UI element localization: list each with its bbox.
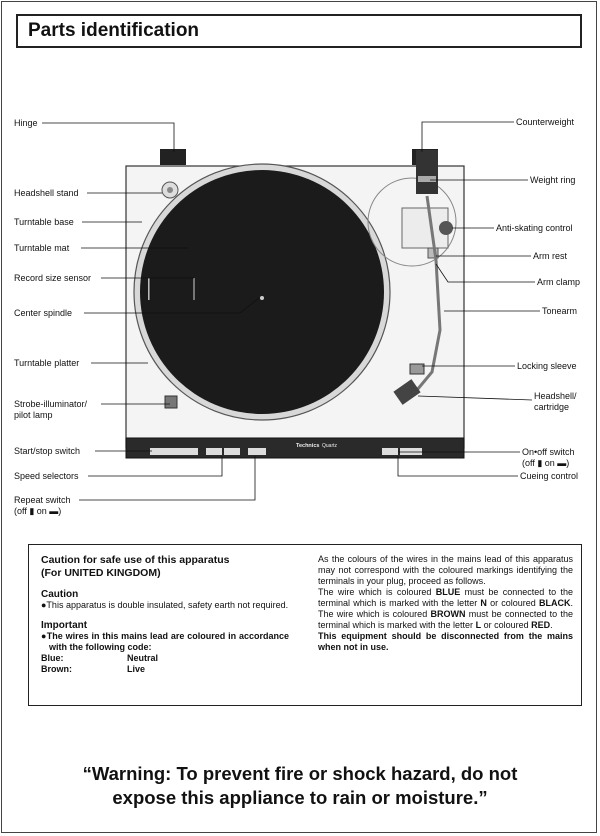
- repeat-key: [248, 448, 266, 455]
- weight-ring-shape: [418, 176, 436, 182]
- wiring-paragraph-3: This equipment should be disconnected from the mains when not in use.: [318, 631, 573, 652]
- label-weight-ring: Weight ring: [530, 175, 576, 185]
- label-turntable-mat: Turntable mat: [14, 243, 70, 253]
- caution-heading-2: (For UNITED KINGDOM): [41, 567, 161, 579]
- label-counterweight: Counterweight: [516, 117, 575, 127]
- start-stop-key: [150, 448, 198, 455]
- label-arm-rest: Arm rest: [533, 251, 568, 261]
- counterweight-shape: [416, 150, 438, 194]
- label-locking-sleeve: Locking sleeve: [517, 361, 577, 371]
- important-title: Important: [41, 620, 88, 631]
- caution-text: ●This apparatus is double insulated, safety earth not required.: [41, 600, 289, 610]
- wiring-paragraph-1: As the colours of the wires in the mains lead of this apparatus may not correspond with the coloured markings identifying the terminals in your plug, proceed as follows.: [318, 554, 573, 586]
- caution-heading-1: Caution for safe use of this apparatus: [41, 554, 230, 566]
- label-turntable-platter: Turntable platter: [14, 358, 80, 368]
- cueing-key: [400, 448, 422, 455]
- strobe-shape: [165, 396, 177, 408]
- caution-title: Caution: [41, 589, 79, 600]
- label-start-stop-switch: Start/stop switch: [14, 446, 81, 456]
- anti-skating-shape: [439, 221, 453, 235]
- on-off-key: [382, 448, 398, 455]
- caution-right-column: [318, 554, 573, 653]
- warning-text: “Warning: To prevent fire or shock hazard, do not expose this appliance to rain or moisture.”: [82, 763, 518, 808]
- center-spindle-shape: [260, 296, 264, 300]
- label-turntable-base: Turntable base: [14, 217, 74, 227]
- wire-row-brown: Brown: Live: [41, 664, 146, 674]
- page-title: Parts identification: [16, 14, 582, 48]
- label-cueing-control: Cueing control: [520, 471, 579, 481]
- label-headshell-stand: Headshell stand: [14, 188, 79, 198]
- label-tonearm: Tonearm: [542, 306, 578, 316]
- label-headshell-cartridge: Headshell/ cartridge: [534, 391, 577, 412]
- label-repeat-switch: Repeat switch (off ▮ on ▬): [14, 495, 71, 516]
- brand-model: Quartz: [322, 443, 338, 449]
- label-strobe-illuminator: Strobe-illuminator/ pilot lamp: [14, 399, 88, 420]
- label-record-size-sensor: Record size sensor: [14, 273, 92, 283]
- label-hinge: Hinge: [14, 118, 38, 128]
- label-on-off-switch: On•off switch (off ▮ on ▬): [522, 447, 575, 468]
- label-speed-selectors: Speed selectors: [14, 471, 79, 481]
- caution-left-column: [41, 554, 289, 675]
- label-center-spindle: Center spindle: [14, 308, 73, 318]
- brand-logo: Technics: [296, 443, 320, 449]
- label-anti-skating-control: Anti-skating control: [496, 223, 573, 233]
- label-arm-clamp: Arm clamp: [537, 277, 581, 287]
- turntable-mat-shape: [140, 170, 384, 414]
- wire-row-blue: Blue: Neutral: [41, 653, 159, 663]
- hinge-left-shape: [160, 149, 186, 165]
- important-text: ●The wires in this mains lead are coloured in accordance with the following code:: [41, 631, 289, 652]
- speed-key-33: [206, 448, 222, 455]
- speed-key-45: [224, 448, 240, 455]
- caution-box: [28, 544, 582, 706]
- wiring-paragraph-2: The wire which is coloured BLUE must be connected to the terminal which is marked with the letter N or coloured BLACK. The wire which is coloured BROWN must be connected to the terminal which is marked with the letter L or coloured RED.: [318, 587, 574, 630]
- locking-sleeve-shape: [410, 364, 424, 374]
